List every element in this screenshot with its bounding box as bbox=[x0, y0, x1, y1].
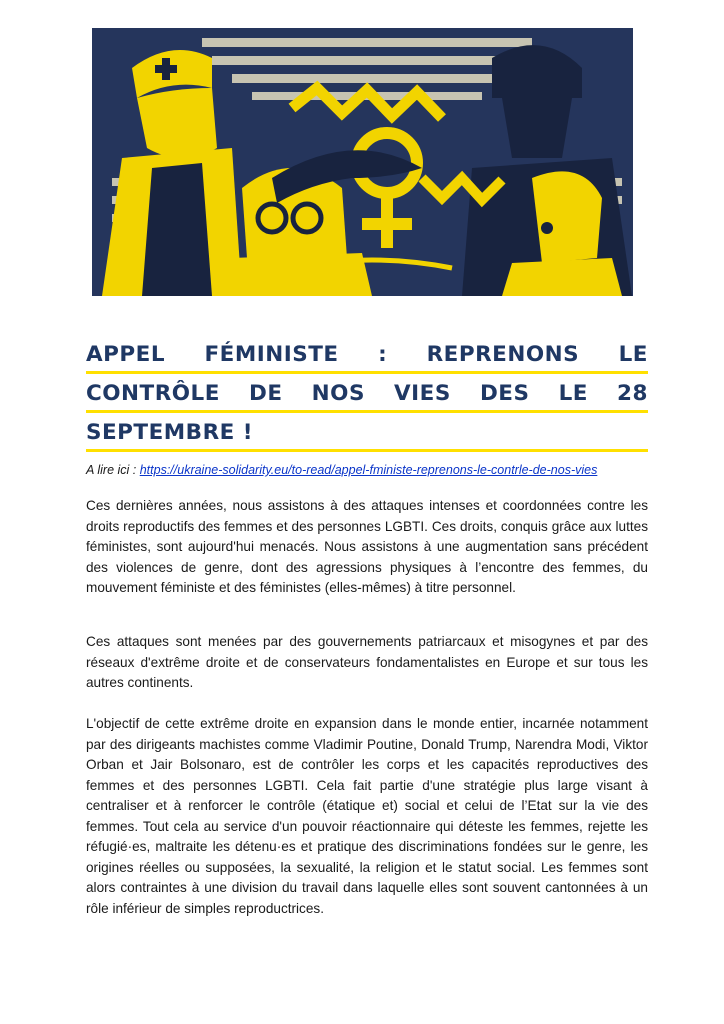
source-line bbox=[86, 463, 597, 477]
title-word: LE bbox=[618, 342, 648, 367]
article-title bbox=[86, 338, 648, 455]
title-word: : bbox=[378, 342, 388, 367]
title-line-2 bbox=[86, 377, 648, 413]
title-word: 28 bbox=[617, 381, 648, 406]
source-prefix: A lire ici : bbox=[86, 463, 140, 477]
title-word: DE bbox=[249, 381, 283, 406]
paragraph-2: Ces attaques sont menées par des gouvernements patriarcaux et misogynes et par des réseaux d'extrême droite et de conservateurs fondamentalistes en Europe et sur tous les autres continents. bbox=[86, 634, 648, 690]
paragraph-3: L'objectif de cette extrême droite en expansion dans le monde entier, incarnée notamment par des dirigeants machistes comme Vladimir Poutine, Donald Trump, Narendra Modi, Viktor Orban et Jair Bolsonaro, est de contrôler les corps et les capacités reproductives des femmes et des personnes LGBTI. Cela fait partie d'une stratégie plus large visant à centraliser et à renforcer le contrôle (étatique et) social et celui de l’Etat sur la vie des femmes. Tout cela au service d'un pouvoir réactionnaire qui déteste les femmes, rejette les réfugié·es, maltraite les détenu·es et pratique des discriminations fondées sur le genre, les origines réelles ou supposées, la sexualité, la religion et le statut social. Les femmes sont alors contraintes à une division du travail dans laquelle elles sont souvent cantonnées à un rôle inférieur de simples reproductrices. bbox=[86, 716, 648, 916]
title-word: APPEL bbox=[86, 342, 166, 367]
title-word: FÉMINISTE bbox=[204, 342, 339, 367]
title-word: LE bbox=[558, 381, 588, 406]
poster-illustration bbox=[92, 28, 633, 296]
source-link[interactable]: https://ukraine-solidarity.eu/to-read/appel-fministe-reprenons-le-contrle-de-nos-vies bbox=[139, 463, 598, 477]
title-word: CONTRÔLE bbox=[86, 381, 220, 406]
title-word: DES bbox=[479, 381, 530, 406]
title-word: VIES bbox=[394, 381, 451, 406]
title-line-1 bbox=[86, 338, 648, 374]
title-line-3 bbox=[86, 416, 648, 452]
title-word: REPRENONS bbox=[426, 342, 580, 367]
title-word: SEPTEMBRE ! bbox=[86, 420, 254, 445]
title-word: NOS bbox=[311, 381, 365, 406]
paragraph-1: Ces dernières années, nous assistons à des attaques intenses et coordonnées contre les droits reproductifs des femmes et des personnes LGBTI. Ces droits, conquis grâce aux luttes féministes, sont aujourd'hui menacés. Nous assistons à une augmentation sans précédent des violences de genre, dont des agressions physiques à l’encontre des femmes, du mouvement féministe et des féministes (elles-mêmes) à titre personnel. bbox=[86, 498, 648, 595]
